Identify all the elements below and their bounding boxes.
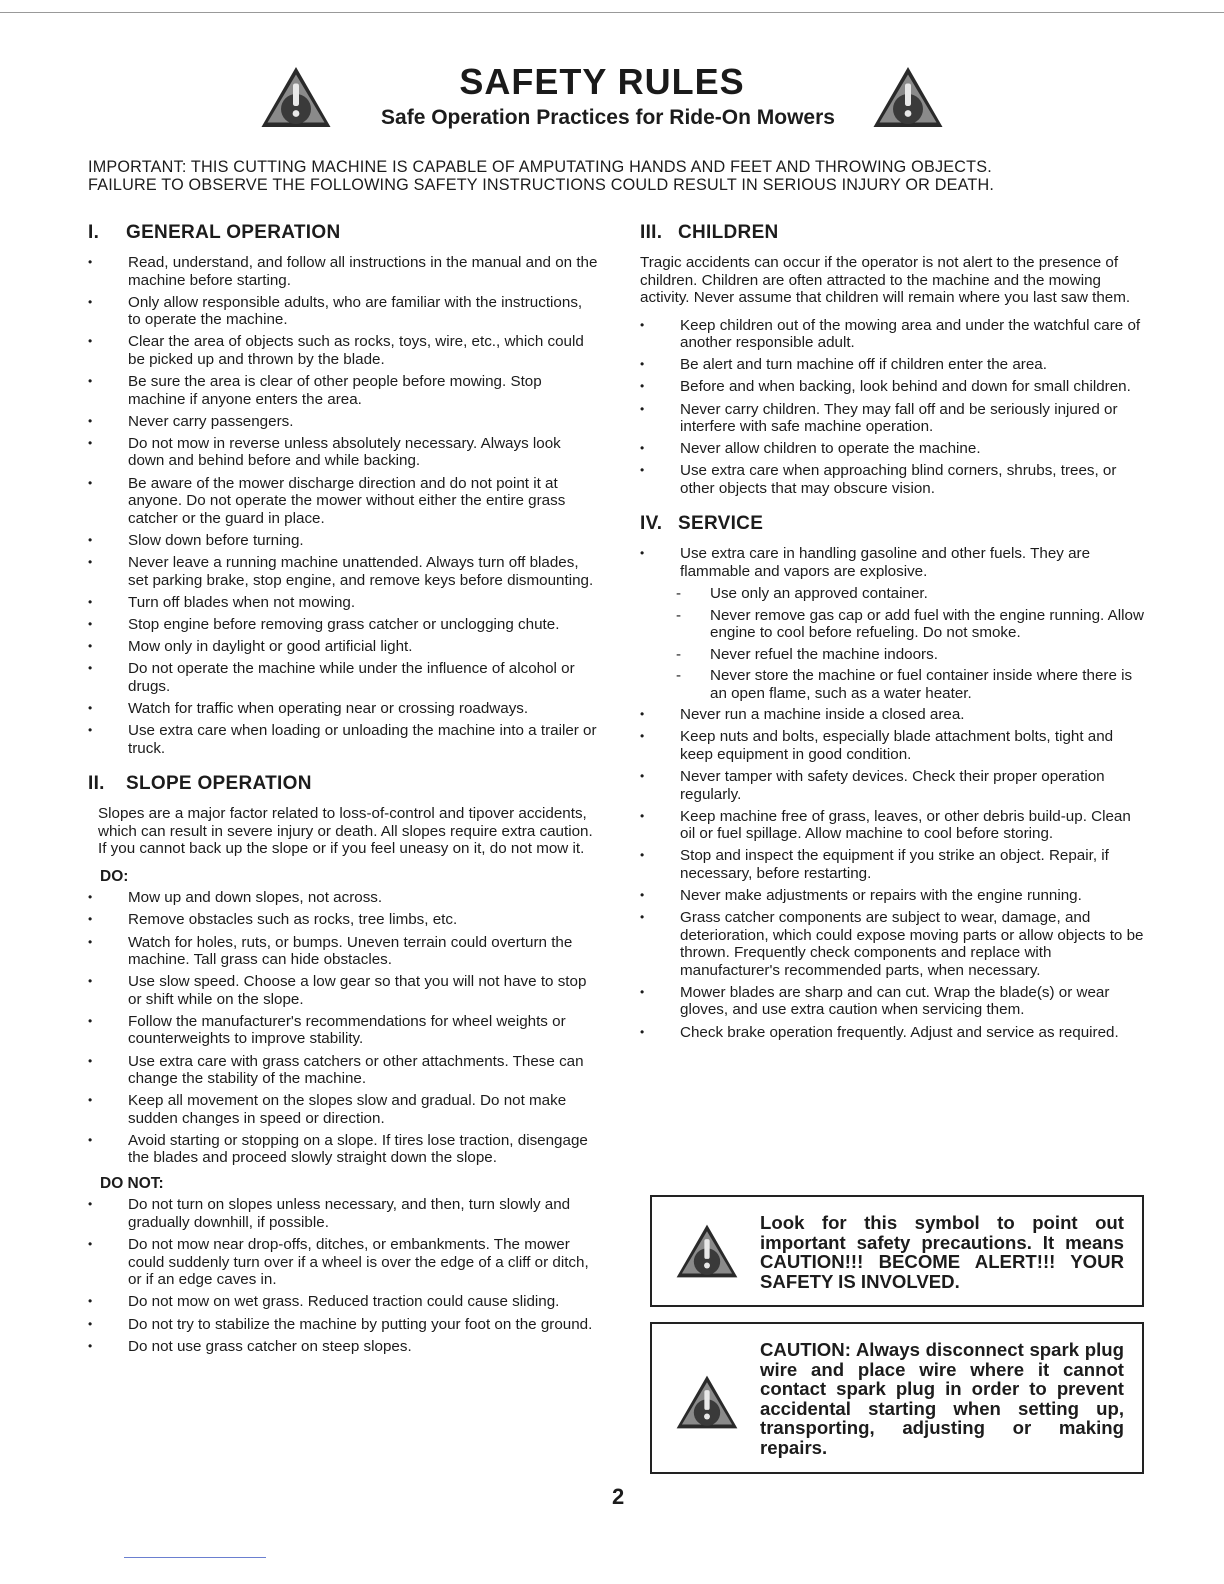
list-item: • Avoid starting or stopping on a slope. If tires lose traction, disengage the blades and proceed slowly straight down the slope. [88,1132,598,1167]
list-item: • Do not mow on wet grass. Reduced traction could cause sliding. [88,1293,598,1311]
children-list [640,317,1145,498]
section-service [640,513,1145,1041]
section-number: II. [88,773,105,795]
section-heading [88,773,598,795]
page-number: 2 [612,1484,625,1509]
list-item: • Read, understand, and follow all instructions in the manual and on the machine before starting. [88,254,598,289]
caution-box [650,1322,1144,1474]
list-item: • Before and when backing, look behind and down for small children. [640,378,1145,396]
list-item: • Use extra care when approaching blind corners, shrubs, trees, or other objects that may obscure vision. [640,462,1145,497]
list-item: • Do not use grass catcher on steep slopes. [88,1338,598,1356]
list-item: • Clear the area of objects such as rocks, toys, wire, etc., which could be picked up and thrown by the blade. [88,333,598,368]
warning-triangle-icon [674,1372,740,1432]
do-not-list [88,1196,598,1355]
safety-symbol-text: Look for this symbol to point out important safety precautions. It means CAUTION!!! BECOME ALERT!!! YOUR SAFETY IS INVOLVED. [760,1212,1124,1292]
list-item: • Use extra care with grass catchers or other attachments. These can change the stability of the machine. [88,1053,598,1088]
section-slope-operation [88,773,598,1355]
section-heading [640,513,1145,535]
list-item: • Keep nuts and bolts, especially blade attachment bolts, tight and keep equipment in good condition. [640,728,1145,763]
list-item: • Keep all movement on the slopes slow and gradual. Do not make sudden changes in speed or direction. [88,1092,598,1127]
list-item: • Watch for traffic when operating near or crossing roadways. [88,700,598,718]
list-item: • Check brake operation frequently. Adjust and service as required. [640,1024,1145,1042]
list-item: • Mower blades are sharp and can cut. Wrap the blade(s) or wear gloves, and use extra caution when servicing them. [640,984,1145,1019]
list-item: • Be sure the area is clear of other people before mowing. Stop machine if anyone enters the area. [88,373,598,408]
list-item: • Keep children out of the mowing area and under the watchful care of another responsible adult. [640,317,1145,352]
list-item: • Grass catcher components are subject to wear, damage, and deterioration, which could expose moving parts or allow objects to be thrown. Frequently check components and replace with manufacturer's recommended parts, when necessary. [640,909,1145,979]
list-item: • Never allow children to operate the machine. [640,440,1145,458]
list-item: • Never carry children. They may fall off and be seriously injured or interfere with safe machine operation. [640,401,1145,436]
fuel-sublist [640,585,1145,702]
list-item: • Never carry passengers. [88,413,598,431]
list-item: • Be aware of the mower discharge direction and do not point it at anyone. Do not operate the mower without either the entire grass catcher or the guard in place. [88,475,598,528]
section-intro: Slopes are a major factor related to loss-of-control and tipover accidents, which can result in severe injury or death. All slopes require extra caution. If you cannot back up the slope or if you feel uneasy on it, do not mow it. [98,805,593,858]
list-item: • Turn off blades when not mowing. [88,594,598,612]
sub-list-item: - Never store the machine or fuel container inside where there is an open flame, such as a water heater. [640,667,1145,702]
list-item: • Mow up and down slopes, not across. [88,889,598,907]
section-intro: Tragic accidents can occur if the operator is not alert to the presence of children. Children are often attracted to the machine and the mowing activity. Never assume that children will remain where you last saw them. [640,254,1131,306]
list-item: • Only allow responsible adults, who are familiar with the instructions, to operate the machine. [88,294,598,329]
fuel-item-text: Use extra care in handling gasoline and other fuels. They are flammable and vapors are explosive. [680,545,1091,580]
list-item: • Never tamper with safety devices. Check their proper operation regularly. [640,768,1145,803]
list-item: • Remove obstacles such as rocks, tree limbs, etc. [88,911,598,929]
list-item: • Mow only in daylight or good artificial light. [88,638,598,656]
important-line-2: FAILURE TO OBSERVE THE FOLLOWING SAFETY INSTRUCTIONS COULD RESULT IN SERIOUS INJURY OR DEATH. [88,176,995,194]
list-item: • Do not try to stabilize the machine by putting your foot on the ground. [88,1316,598,1334]
page-subtitle: Safe Operation Practices for Ride-On Mowers [381,106,835,129]
page-title: SAFETY RULES [459,61,745,102]
list-item: • Keep machine free of grass, leaves, or other debris build-up. Clean oil or fuel spillage. Allow machine to cool before storing. [640,808,1145,843]
list-item: • Do not operate the machine while under the influence of alcohol or drugs. [88,660,598,695]
right-column [640,222,1145,1057]
general-list [88,254,598,757]
list-item: • Never make adjustments or repairs with the engine running. [640,887,1145,905]
do-list [88,889,598,1167]
important-line-1: IMPORTANT: THIS CUTTING MACHINE IS CAPABLE OF AMPUTATING HANDS AND FEET AND THROWING OBJECTS. [88,158,992,176]
service-list [640,545,1145,580]
list-item: • Use slow speed. Choose a low gear so that you will not have to stop or shift while on the slope. [88,973,598,1008]
footer-rule [124,1557,266,1558]
section-number: IV. [640,513,663,535]
section-general-operation [88,222,598,757]
do-not-label: DO NOT: [100,1174,164,1192]
list-item: • Stop engine before removing grass catcher or unclogging chute. [88,616,598,634]
section-title: SERVICE [678,513,764,535]
section-number: I. [88,222,100,243]
list-item: • Never leave a running machine unattended. Always turn off blades, set parking brake, stop engine, and remove keys before dismounting. [88,554,598,589]
section-children [640,222,1145,497]
important-notice [88,158,1148,194]
warning-triangle-icon [674,1221,740,1281]
sub-list-item: - Use only an approved container. [640,585,1145,603]
list-item: • Slow down before turning. [88,532,598,550]
list-item: • Never run a machine inside a closed area. [640,706,1145,724]
list-item: • Follow the manufacturer's recommendations for wheel weights or counterweights to improve stability. [88,1013,598,1048]
do-label: DO: [100,867,129,885]
top-rule [0,12,1224,13]
safety-symbol-box [650,1195,1144,1307]
section-heading [640,222,1145,244]
sub-list-item: - Never refuel the machine indoors. [640,646,1145,664]
page-header [0,62,1224,130]
list-item: • Stop and inspect the equipment if you strike an object. Repair, if necessary, before restarting. [640,847,1145,882]
list-item: • Do not mow near drop-offs, ditches, or embankments. The mower could suddenly turn over if a wheel is over the edge of a cliff or ditch, or if an edge caves in. [88,1236,598,1289]
list-item: • Do not turn on slopes unless necessary, and then, turn slowly and gradually downhill, if possible. [88,1196,598,1231]
section-title: CHILDREN [678,222,779,243]
list-item: • Watch for holes, ruts, or bumps. Uneven terrain could overturn the machine. Tall grass can hide obstacles. [88,934,598,969]
caution-text: CAUTION: Always disconnect spark plug wire and place wire where it cannot contact spark plug in order to prevent accidental starting when setting up, transporting, adjusting or making repairs. [760,1339,1124,1458]
left-column [88,222,598,1371]
section-title: SLOPE OPERATION [126,773,312,795]
service-list-continued [640,706,1145,1041]
section-heading [88,222,598,244]
list-item: • Do not mow in reverse unless absolutely necessary. Always look down and behind before and while backing. [88,435,598,470]
section-title: GENERAL OPERATION [126,222,341,243]
list-item [640,545,1145,580]
list-item: • Use extra care when loading or unloading the machine into a trailer or truck. [88,722,598,757]
list-item: • Be alert and turn machine off if children enter the area. [640,356,1145,374]
sub-list-item: - Never remove gas cap or add fuel with the engine running. Allow engine to cool before refueling. Do not smoke. [640,607,1145,642]
section-number: III. [640,222,663,243]
